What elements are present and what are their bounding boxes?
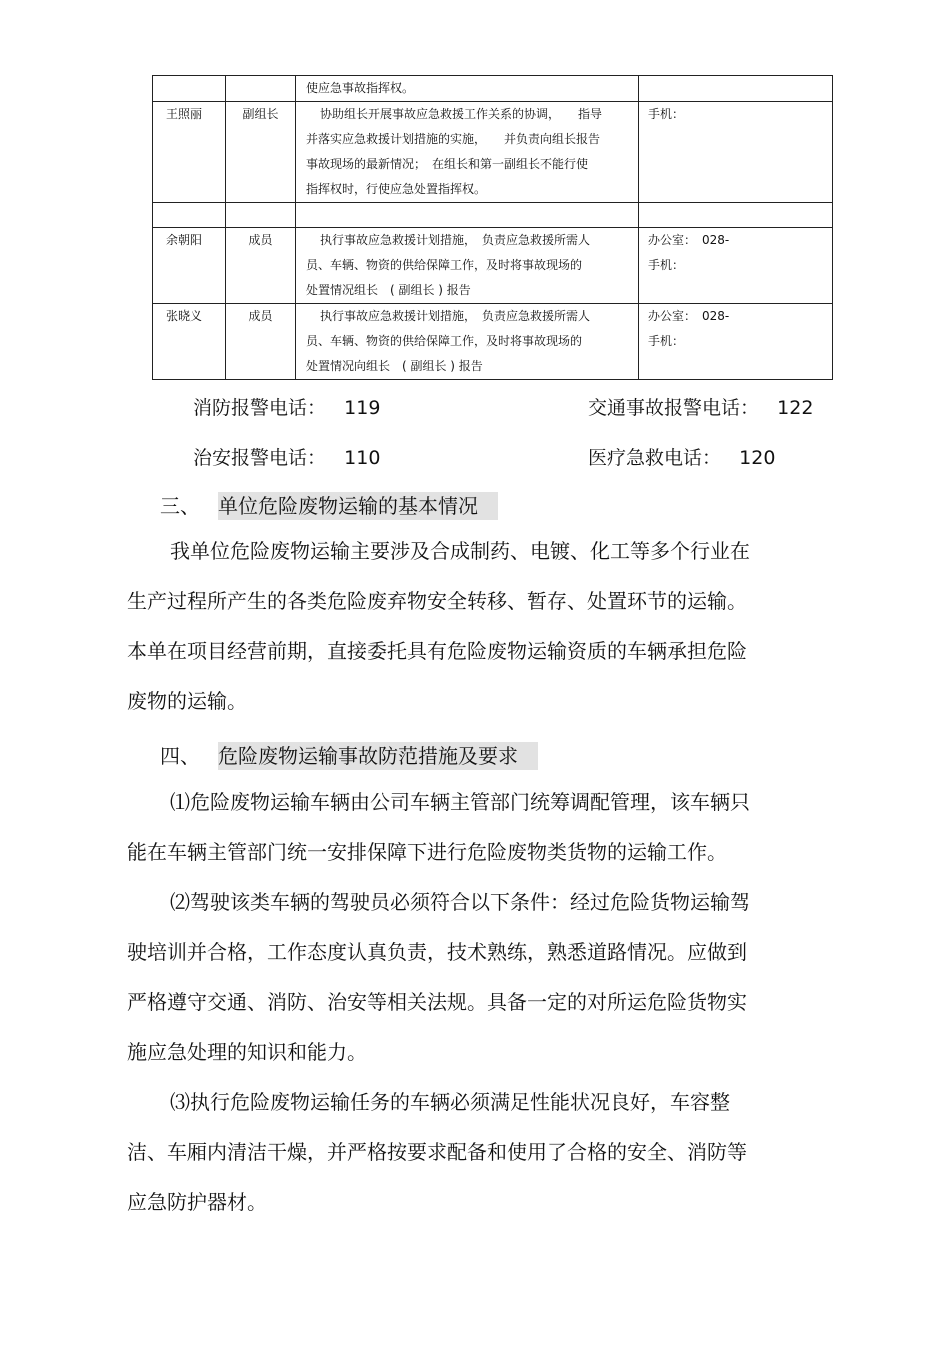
paragraph-line: 废物的运输。 [127,689,247,713]
duty-line: 处置情况组长 ( 副组长 ) 报告 [306,283,471,297]
phone-label: 医疗急救电话： [588,447,722,469]
duty-line: 使应急事故指挥权。 [306,81,415,95]
table-body [153,76,833,380]
contact-line: 办公室： 028- [648,309,730,323]
duty-line: 指挥权时，行使应急处置指挥权。 [306,182,487,196]
police-phone [193,443,380,470]
duty-line: 事故现场的最新情况； 在组长和第一副组长不能行使 [306,157,589,171]
table-row [153,102,833,203]
contact-line: 手机： [648,258,685,272]
member-duty [296,304,639,380]
traffic-accident-phone [588,393,813,420]
member-contact [639,304,833,380]
medical-emergency-phone [588,443,775,470]
paragraph-line: 能在车辆主管部门统一安排保障下进行危险废物类货物的运输工作。 [127,840,727,864]
section-title: 单位危险废物运输的基本情况 [218,492,498,520]
member-contact [639,228,833,304]
member-name [153,203,226,228]
duty-line: 员、车辆、物资的供给保障工作，及时将事故现场的 [306,258,583,272]
section-title: 危险废物运输事故防范措施及要求 [218,742,538,770]
paragraph [127,526,827,726]
member-name: 张晓义 [153,304,226,380]
paragraph-line: ⑶执行危险废物运输任务的车辆必须满足性能状况良好，车容整 [170,1090,730,1114]
paragraph-line: 应急防护器材。 [127,1190,267,1214]
member-role: 副组长 [226,102,296,203]
contact-line: 手机： [648,107,685,121]
phone-label: 消防报警电话： [193,397,327,419]
phone-number: 110 [344,447,381,469]
duty-line: 执行事故应急救援计划措施， 负责应急救援所需人 [320,309,591,323]
phone-label: 治安报警电话： [193,447,327,469]
duty-line: 并落实应急救援计划措施的实施， 并负责向组长报告 [306,132,601,146]
section-number: 四、 [160,744,200,768]
phone-label: 交通事故报警电话： [588,397,760,419]
member-duty [296,228,639,304]
member-name: 余朝阳 [153,228,226,304]
paragraph-line: 洁、车厢内清洁干燥，并严格按要求配备和使用了合格的安全、消防等 [127,1140,747,1164]
member-name [153,76,226,102]
duty-line: 处置情况向组长 ( 副组长 ) 报告 [306,359,483,373]
emergency-team-table [152,75,833,380]
duty-line: 员、车辆、物资的供给保障工作，及时将事故现场的 [306,334,583,348]
phone-number: 119 [344,397,381,419]
phone-number: 120 [739,447,776,469]
fire-alarm-phone [193,393,380,420]
member-contact [639,76,833,102]
section-number: 三、 [160,494,200,518]
paragraph [127,777,827,877]
member-role: 成员 [226,228,296,304]
member-role [226,203,296,228]
paragraph-line: 驶培训并合格，工作态度认真负责，技术熟练，熟悉道路情况。应做到 [127,940,747,964]
paragraph-line: 施应急处理的知识和能力。 [127,1040,367,1064]
phone-number: 122 [777,397,814,419]
contact-line: 办公室： 028- [648,233,730,247]
contact-line: 手机： [648,334,685,348]
member-role: 成员 [226,304,296,380]
table-row [153,76,833,102]
member-duty [296,203,639,228]
paragraph [127,1077,827,1227]
table-row [153,304,833,380]
member-duty [296,76,639,102]
member-role [226,76,296,102]
member-contact [639,102,833,203]
member-duty [296,102,639,203]
paragraph [127,877,827,1077]
table-row [153,228,833,304]
paragraph-line: 生产过程所产生的各类危险废弃物安全转移、暂存、处置环节的运输。 [127,589,747,613]
duty-line: 执行事故应急救援计划措施， 负责应急救援所需人 [320,233,591,247]
member-contact [639,203,833,228]
paragraph-line: ⑵驾驶该类车辆的驾驶员必须符合以下条件：经过危险货物运输驾 [170,890,750,914]
paragraph-line: 严格遵守交通、消防、治安等相关法规。具备一定的对所运危险货物实 [127,990,747,1014]
member-name: 王照丽 [153,102,226,203]
paragraph-line: 本单在项目经营前期，直接委托具有危险废物运输资质的车辆承担危险 [127,639,747,663]
section-heading [160,490,498,519]
paragraph-line: 我单位危险废物运输主要涉及合成制药、电镀、化工等多个行业在 [170,539,750,563]
table-row [153,203,833,228]
duty-line: 协助组长开展事故应急救援工作关系的协调， 指导 [320,107,603,121]
section-heading [160,740,538,769]
paragraph-line: ⑴危险废物运输车辆由公司车辆主管部门统筹调配管理，该车辆只 [170,790,750,814]
